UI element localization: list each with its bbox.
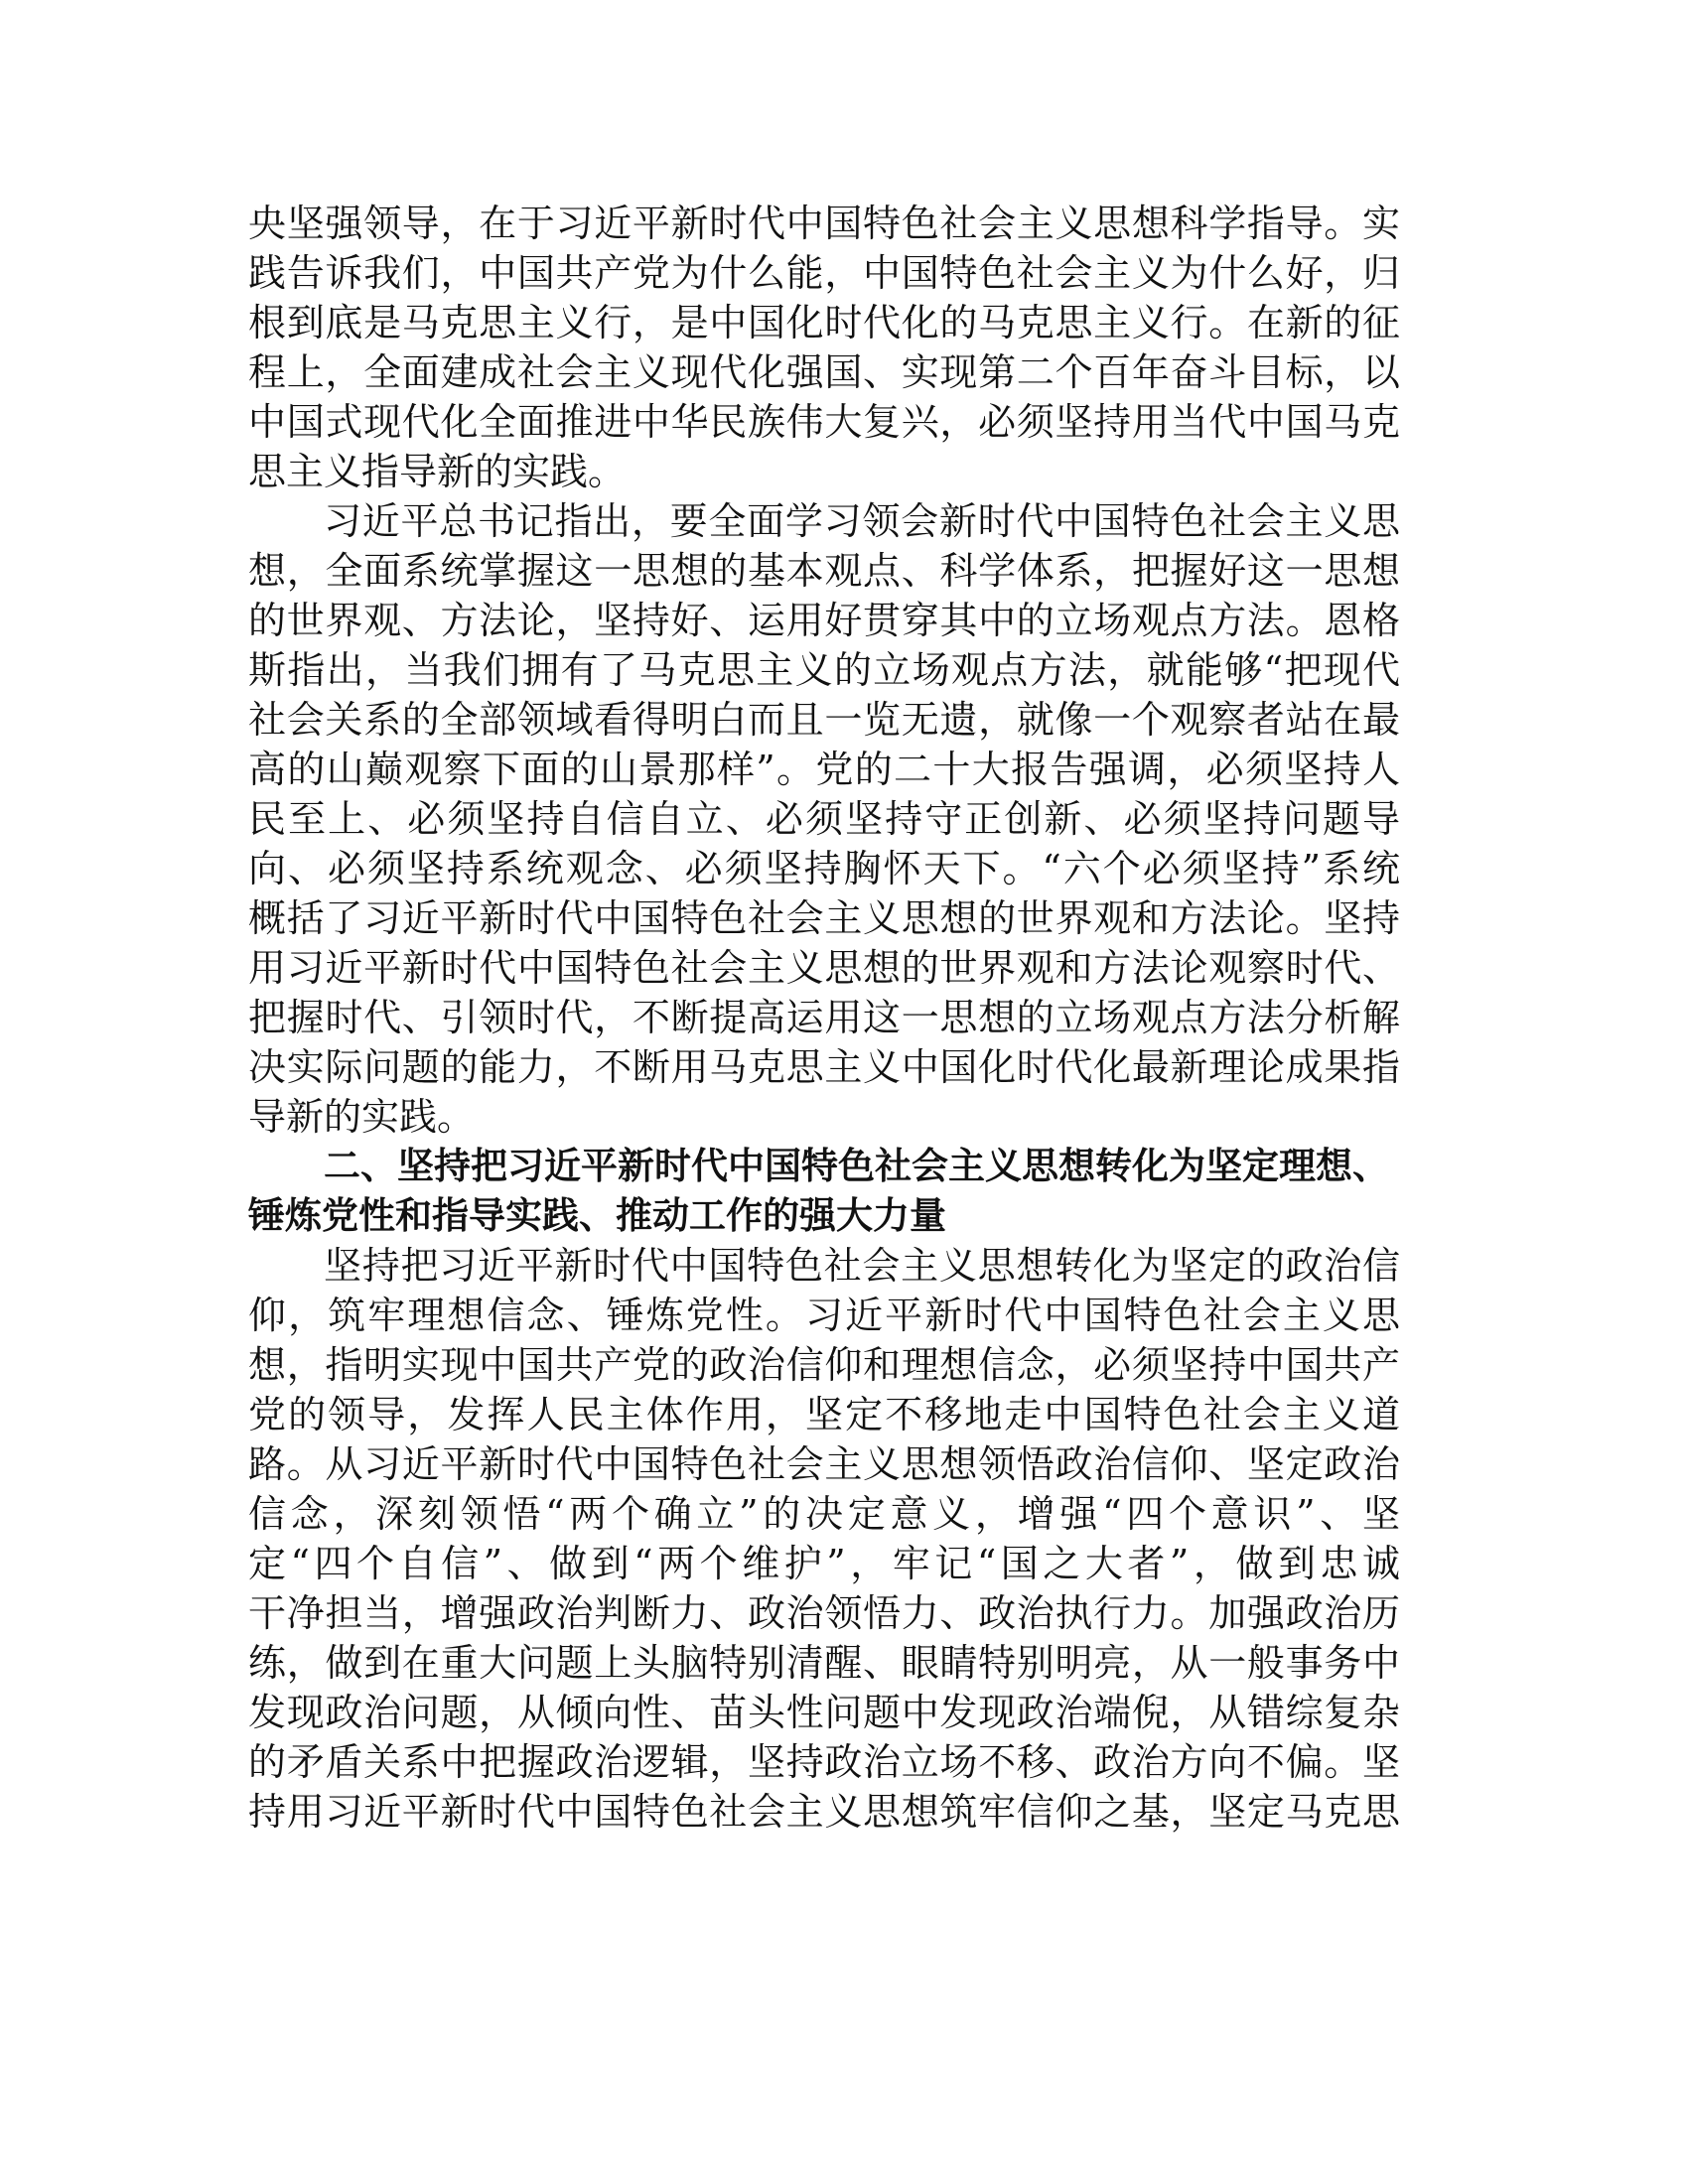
paragraph-3 [248,1241,1400,1837]
text-line: 高的山巅观察下面的山景那样”。党的二十大报告强调，必须坚持人 [248,748,1400,791]
text-line: 社会关系的全部领域看得明白而且一览无遗，就像一个观察者站在最 [248,698,1400,742]
text-line: 民至上、必须坚持自信自立、必须坚持守正创新、必须坚持问题导 [248,797,1400,841]
text-line: 坚持把习近平新时代中国特色社会主义思想转化为坚定的政治信 [324,1244,1400,1288]
text-line: 练，做到在重大问题上头脑特别清醒、眼睛特别明亮，从一般事务中 [248,1641,1400,1685]
section-heading [248,1142,1400,1241]
text-line: 干净担当，增强政治判断力、政治领悟力、政治执行力。加强政治历 [248,1591,1400,1635]
text-line: 习近平总书记指出，要全面学习领会新时代中国特色社会主义思 [324,499,1400,543]
document-page [248,199,1400,1837]
heading-line: 二、坚持把习近平新时代中国特色社会主义思想转化为坚定理想、 [324,1145,1389,1187]
text-line: 决实际问题的能力，不断用马克思主义中国化时代化最新理论成果指 [248,1045,1400,1089]
text-line: 思主义指导新的实践。 [248,450,627,493]
text-line: 践告诉我们，中国共产党为什么能，中国特色社会主义为什么好，归 [248,251,1400,295]
text-line: 向、必须坚持系统观念、必须坚持胸怀天下。“六个必须坚持”系统 [248,847,1400,890]
text-line: 概括了习近平新时代中国特色社会主义思想的世界观和方法论。坚持 [248,896,1400,940]
text-line: 信念，深刻领悟“两个确立”的决定意义，增强“四个意识”、坚 [248,1492,1400,1536]
text-line: 程上，全面建成社会主义现代化强国、实现第二个百年奋斗目标，以 [248,350,1400,394]
text-line: 仰，筑牢理想信念、锤炼党性。习近平新时代中国特色社会主义思 [248,1294,1400,1337]
text-line: 的世界观、方法论，坚持好、运用好贯穿其中的立场观点方法。恩格 [248,599,1400,642]
text-line: 想，指明实现中国共产党的政治信仰和理想信念，必须坚持中国共产 [248,1343,1400,1387]
text-line: 发现政治问题，从倾向性、苗头性问题中发现政治端倪，从错综复杂 [248,1691,1400,1734]
paragraph-1 [248,199,1400,496]
text-line: 央坚强领导，在于习近平新时代中国特色社会主义思想科学指导。实 [248,202,1400,245]
text-line: 把握时代、引领时代，不断提高运用这一思想的立场观点方法分析解 [248,996,1400,1039]
text-line: 根到底是马克思主义行，是中国化时代化的马克思主义行。在新的征 [248,301,1400,344]
text-line: 斯指出，当我们拥有了马克思主义的立场观点方法，就能够“把现代 [248,648,1400,692]
text-line: 中国式现代化全面推进中华民族伟大复兴，必须坚持用当代中国马克 [248,400,1400,444]
heading-line: 锤炼党性和指导实践、推动工作的强大力量 [248,1194,946,1237]
text-line: 定“四个自信”、做到“两个维护”，牢记“国之大者”，做到忠诚 [248,1542,1400,1585]
text-line: 持用习近平新时代中国特色社会主义思想筑牢信仰之基，坚定马克思 [248,1790,1400,1834]
paragraph-2 [248,496,1400,1142]
text-line: 想，全面系统掌握这一思想的基本观点、科学体系，把握好这一思想 [248,549,1400,593]
text-line: 路。从习近平新时代中国特色社会主义思想领悟政治信仰、坚定政治 [248,1442,1400,1486]
text-line: 用习近平新时代中国特色社会主义思想的世界观和方法论观察时代、 [248,946,1400,990]
text-line: 的矛盾关系中把握政治逻辑，坚持政治立场不移、政治方向不偏。坚 [248,1740,1400,1784]
text-line: 导新的实践。 [248,1095,476,1139]
text-line: 党的领导，发挥人民主体作用，坚定不移地走中国特色社会主义道 [248,1393,1400,1436]
